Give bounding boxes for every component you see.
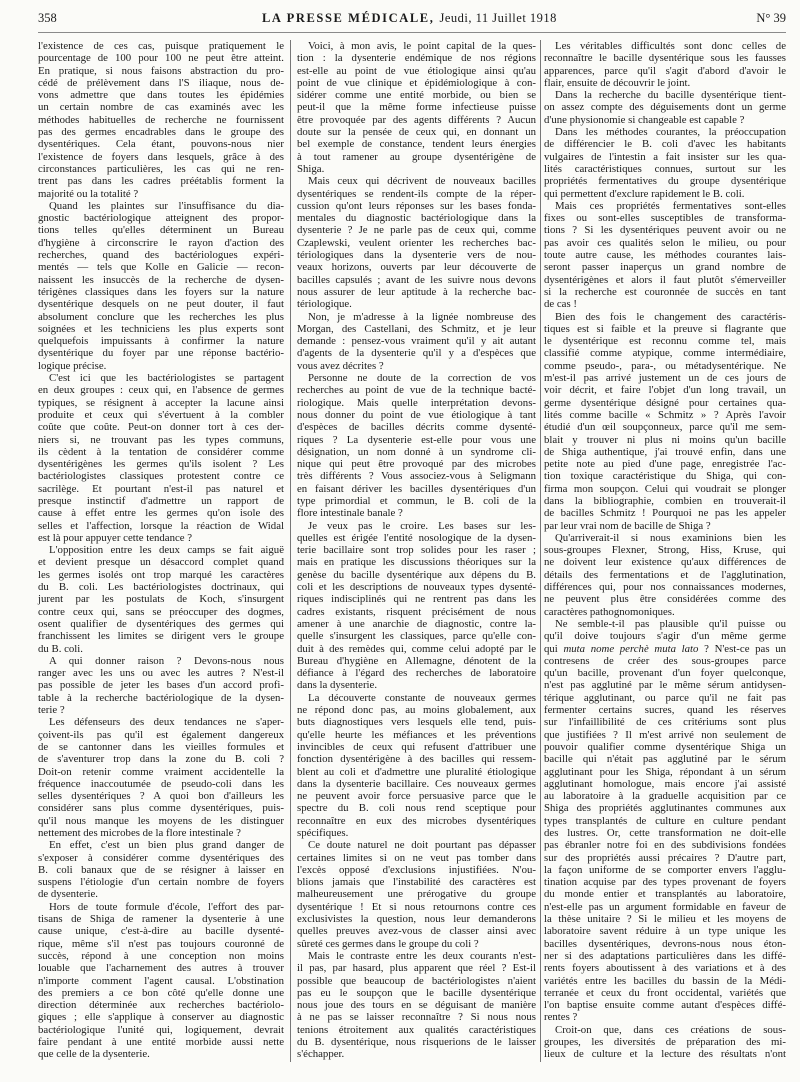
- text-column: [544, 40, 786, 1061]
- text-line: voir décrit, et faire l'objet d'un long travail, un: [544, 384, 786, 397]
- paragraph: [38, 901, 284, 1061]
- text-line: absolument conclure que les recherches les plus: [38, 310, 284, 323]
- text-line: possible que beaucoup de bactériologistes n'aient: [297, 974, 536, 987]
- text-line: terie ?: [38, 704, 65, 717]
- text-line: de cas !: [544, 298, 577, 311]
- text-line: terranée et ceux du front occidental, variétés que: [544, 986, 786, 999]
- text-line: et devient presque un désaccord complet quand: [38, 556, 284, 569]
- text-line: pourcentage de 100 pour 100 ne peut être atteint.: [38, 52, 284, 65]
- text-line: dysenterie ? Je ne parle pas de ceux qui, comme: [297, 224, 536, 237]
- text-line: B. coli banaux que de se résigner à laisser en: [38, 863, 284, 876]
- paragraph: [297, 175, 536, 310]
- journal-title: LA PRESSE MÉDICALE,: [262, 11, 435, 25]
- text-line: la façon uniforme de se comporter envers l'agglu-: [544, 863, 786, 876]
- text-line: mentés — tels que Kolle en Galicie — recon-: [38, 261, 284, 274]
- text-line: veaux horizons, ouverts par leur découverte de: [297, 261, 536, 274]
- text-line: de dysenterie.: [38, 888, 98, 901]
- text-line: différences qui, pour nos connaissances modernes,: [544, 581, 786, 594]
- text-line: on assez compte des déguisements dont un germe: [544, 101, 786, 114]
- text-line: rents foyers aboutissent à des variations et à des: [544, 962, 786, 975]
- text-line: tériologique.: [297, 298, 352, 311]
- text-line: du monde entier et transplantés au laboratoire,: [544, 888, 786, 901]
- text-line: giques ; elle s'applique à conserver au diagnostic: [38, 1011, 284, 1024]
- text-line: La découverte constante de nouveaux germes: [308, 691, 536, 704]
- text-line: l'excès opposé d'exclusions injustifiées. N'ou-: [297, 863, 536, 876]
- text-line: cause à effet entre les germes qu'on isole des: [38, 507, 284, 520]
- text-line: çoivent-ils pas qu'il est également dangereux: [38, 728, 284, 741]
- text-line: certaines limites si on ne veut pas tomber dans: [297, 851, 536, 864]
- text-line: de bacilles Schmitz ! Pourquoi ne pas les appeler: [544, 507, 786, 520]
- text-line: malheureusement une prérogative du groupe: [297, 888, 536, 901]
- text-line: dysentérigènes les germes qu'ils isolent ? Les: [38, 458, 284, 471]
- text-line: ner si des adaptations particulières dans les diffé-: [544, 949, 786, 962]
- text-line: caractères pathognomoniques.: [544, 605, 675, 618]
- text-line: spécifiques.: [297, 827, 349, 839]
- text-line: exclusivistes la question, nous leur demanderons: [297, 913, 536, 926]
- text-line: selles et l'affection, lorsque la réaction de Widal: [38, 519, 284, 532]
- text-line: pas eu le soupçon que le bacille dysentérique: [297, 986, 536, 999]
- text-line: cause unique, c'est-à-dire au bacille dysenté-: [38, 925, 284, 938]
- paragraph: [38, 40, 284, 200]
- text-line: tion toxique caractéristique du Shiga, qui con-: [544, 470, 786, 483]
- text-line: considérer sans plus comme dysentériques, puis-: [38, 802, 284, 815]
- text-line: coûte que coûte. Peut-on donner tort à ces der-: [38, 421, 284, 434]
- header-rule: [38, 32, 786, 33]
- text-line: types transplantés de culture en culture pendant: [544, 814, 786, 827]
- text-line: type primordial et commun, le B. coli de la: [297, 494, 536, 507]
- text-line: défiance à l'égard des recherches de laboratoire: [297, 667, 536, 680]
- text-line: qu'elle heurte les méfiances et les préventions: [297, 728, 536, 741]
- text-line: invincibles de ceux qui refusent d'attribuer une: [297, 740, 536, 753]
- text-line: bactériologique l'unité qui, logiquement, devrait: [38, 1023, 284, 1036]
- text-segment: qui: [544, 642, 564, 655]
- text-line: pas des germes encadrables dans le groupe des: [38, 126, 284, 139]
- paragraph: [38, 200, 284, 372]
- text-line: agglutinant homologue, mais encore j'ai assisté: [544, 777, 786, 790]
- text-line: cadres existants, risquent précisément de nous: [297, 605, 536, 618]
- text-line: d'agents de la dysenterie qu'il y a d'espèces que: [297, 347, 536, 360]
- text-line: germe dysentérique désigné pour certaines qua-: [544, 396, 786, 409]
- text-line: quelles preuves avez-vous de classer ainsi avec: [297, 925, 536, 938]
- text-line: désignation, un nom donné à un syndrome cli-: [297, 445, 536, 458]
- text-line: nous donner du point de vue étiologique à tant: [297, 408, 536, 421]
- text-segment: ? N'est-ce pas un: [698, 642, 786, 655]
- text-line: nique qui peut être provoqué par des microbes: [297, 458, 536, 471]
- text-line: n'est pas agglutiné par le même sérum antidysen-: [544, 679, 786, 692]
- text-line: détails des fermentations et de l'agglutination,: [544, 568, 786, 581]
- text-line: recherches au point de vue de la technique bacté-: [297, 384, 536, 397]
- text-line: riologique. Mais quelle interprétation devons-: [297, 396, 536, 409]
- text-line: s'exposer à considérer comme dysentériques des: [38, 851, 284, 864]
- text-line: A qui donner raison ? Devons-nous nous: [49, 654, 284, 667]
- text-line: fréquence inaccoutumée de pseudo-coli dans les: [38, 777, 284, 790]
- text-line: l'existence de ces cas, puisque pratiquement le: [38, 40, 284, 52]
- text-line: tion : la dysenterie endémique de nos régions: [297, 52, 536, 65]
- text-line: majorité ou la totalité ?: [38, 187, 139, 200]
- text-line: osent qualifier de dysentériques des germes qui: [38, 617, 284, 630]
- text-line: [544, 643, 786, 655]
- text-line: très différents ? Vous associez-vous à Seligmann: [297, 470, 536, 483]
- text-line: mais en pratique les discussions théoriques sur la: [297, 556, 536, 569]
- text-line: de Shiga authentique, j'ai trouvé enfin, dans une: [544, 445, 786, 458]
- text-line: pouvoir qualifier comme dysentérique Shiga un: [544, 740, 786, 753]
- text-line: la thèse unitaire ? Si le milieu et les moyens de: [544, 913, 786, 926]
- text-line: seront passer inaperçus un grand nombre de: [544, 261, 786, 274]
- text-line: dans la bibliographie, combien en trouverait-il: [544, 494, 786, 507]
- text-line: logique précise.: [38, 359, 107, 372]
- text-line: méthodes habituelles de recherche ne fournissent: [38, 113, 284, 126]
- text-line: Croit-on que, dans ces créations de sous-: [555, 1023, 786, 1036]
- text-line: fixes ou sont-elles susceptibles de transforma-: [544, 212, 786, 225]
- paragraph: [544, 532, 786, 618]
- text-line: Shiga des propriétés agglutinantes communes aux: [544, 802, 786, 815]
- text-line: fermenter certains sucres, quand les réserves: [544, 704, 786, 717]
- text-line: faire pendant à une entité morbide aussi nette: [38, 1036, 284, 1049]
- text-line: firma mon soupçon. Celui qui voudrait se plonger: [544, 482, 786, 495]
- text-line: nettement des microbes de la flore intestinale ?: [38, 827, 241, 839]
- text-line: être provoquée par des agents différents ? Aucun: [297, 113, 536, 126]
- text-line: rentes ?: [544, 1011, 578, 1024]
- text-line: coli et les descriptions de nouveaux types dysenté-: [297, 581, 536, 594]
- text-line: si la recherche est couronnée de succès en tant: [544, 285, 786, 298]
- text-line: dans la dysenterie.: [297, 679, 378, 692]
- text-line: Personne ne doute de la correction de vos: [308, 372, 536, 385]
- text-line: pas avoir ces qualités selon le milieu, ou pour: [544, 236, 786, 249]
- text-line: en faisant dériver les bacilles dysentériques d'un: [297, 482, 536, 495]
- text-line: peut-il que la même forme infectieuse puisse: [297, 101, 536, 114]
- text-line: dysentérique ! Et si nous retournons contre ces: [297, 900, 536, 913]
- paragraph: [544, 200, 786, 311]
- text-line: térique agglutinant, ou parce qu'il ne fait pas: [544, 691, 786, 704]
- text-column: [297, 40, 536, 1061]
- text-line: tériologiques dans la dysenterie vers de nou-: [297, 249, 536, 262]
- text-line: l'existence de foyers dans lesquels, grâce à des: [38, 150, 284, 163]
- text-line: gnostic bactériologique atteignent des propor-: [38, 212, 284, 225]
- text-line: jurent par les postulats de Koch, s'insurgent: [38, 593, 284, 606]
- text-line: blait y trouver ni plus ni moins qu'un bacille: [544, 433, 786, 446]
- text-line: Les défenseurs des deux tendances ne s'aper-: [49, 716, 284, 729]
- text-line: comme pseudo-, para-, ou métadysentérique. Ne: [544, 359, 786, 372]
- text-line: spectre du B. coli nous rend sceptique pour: [297, 802, 536, 815]
- paragraph: [297, 950, 536, 1061]
- text-line: Doit-on retenir comme vraiment accidentelle la: [38, 765, 284, 778]
- text-line: du B. coli.: [38, 642, 83, 655]
- text-line: à ne pas se laisser reconnaître ? Si nous nous: [297, 1011, 536, 1024]
- text-line: reconnaître en eux des microbes dysentériques: [297, 814, 536, 827]
- text-line: flore intestinale banale ?: [297, 507, 403, 520]
- text-line: circonstances particulières, les cas qui ne ren-: [38, 162, 284, 175]
- text-line: l'on baptise ensuite comme autant d'espèces diffé-: [544, 999, 786, 1012]
- text-line: bacilles dysentériques, devrons-nous nous éton-: [544, 937, 786, 950]
- text-line: Mais le contraste entre les deux courants n'est-: [308, 949, 536, 962]
- text-line: cédé de prélèvement dans l'S iliaque, nous de-: [38, 76, 284, 89]
- text-line: Mais ces propriétés fermentatives sont-elles: [555, 199, 786, 212]
- text-line: toute autre cause, les méthodes courantes lais-: [544, 249, 786, 262]
- paragraph: [544, 618, 786, 1024]
- text-line: petite note au pied d'une page, enregistrée l'ac-: [544, 458, 786, 471]
- text-line: lités caractéristiques connues, surtout sur les: [544, 162, 786, 175]
- text-line: quelle s'insurgent les classiques, parce qu'elle con-: [297, 630, 536, 643]
- text-line: doute sur la pensée de ceux qui, en donnant un: [297, 126, 536, 139]
- text-line: nous assurer de leur aptitude à la recherche bac-: [297, 285, 536, 298]
- text-line: demande : pensez-vous vraiment qu'il y ait autant: [297, 335, 536, 348]
- text-line: ne peuvent plus être considérées comme des: [544, 593, 786, 606]
- text-line: étudié d'un œil soupçonneux, parce qu'il me sem-: [544, 421, 786, 434]
- text-line: Ce doute naturel ne doit pourtant pas dépasser: [308, 839, 536, 852]
- text-line: reconnaître le bacille dysentérique sous les fausses: [544, 52, 786, 65]
- text-line: de différencier le B. coli d'avec les habitants: [544, 138, 786, 151]
- text-line: Bureau d'hygiène en Allemagne, dénotent de la: [297, 654, 536, 667]
- text-line: les germes isolés ont trop marqué les caractères: [38, 568, 284, 581]
- text-line: sur des propriétés aussi précaires ? D'autre part,: [544, 851, 786, 864]
- text-line: tination acquise par des types provenant de foyers: [544, 876, 786, 889]
- text-line: par leur vrai nom de bacille de Shiga ?: [544, 519, 711, 532]
- paragraph: [297, 372, 536, 520]
- text-line: vulgaires de l'intestin a fait insister sur les qua-: [544, 150, 786, 163]
- text-line: des premiers a ce bon côté qu'elle donne une: [38, 986, 284, 999]
- text-line: ne peuvent avoir force persuasive parce que le: [297, 790, 536, 803]
- text-line: bel exemple de constance, tendent leurs énergies: [297, 138, 536, 151]
- text-line: agglutinant pour les Shiga, répondant à un sérum: [544, 765, 786, 778]
- paragraph: [297, 40, 536, 175]
- text-line: point de vue clinique et épidémiologique à con-: [297, 76, 536, 89]
- text-line: Non, je m'adresse à la lignée nombreuse des: [308, 310, 536, 323]
- text-column: [38, 40, 284, 1061]
- text-line: bacilles capsulés ; avant de les suivre nous devons: [297, 273, 536, 286]
- text-line: suspens l'étiologie d'un certain nombre de foyers: [38, 876, 284, 889]
- text-line: blent au coli et d'admettre une pluralité étiologique: [297, 765, 536, 778]
- text-line: selles dysentériques ? A quoi bon d'ailleurs les: [38, 790, 284, 803]
- text-line: d'une physionomie si changeable est capable ?: [544, 113, 745, 126]
- text-line: Quand les plaintes sur l'insuffisance du dia-: [49, 199, 284, 212]
- text-line: ranger avec les uns ou avec les autres ? N'est-il: [38, 667, 284, 680]
- text-line: laboratoire savent réduire à un type unique les: [544, 925, 786, 938]
- paragraph: [544, 126, 786, 200]
- text-line: n'est-elle pas un argument formidable en faveur de: [544, 900, 786, 913]
- text-line: presque instinctif d'admettre un rapport de: [38, 494, 284, 507]
- text-line: direction déterminée aux recherches bactériolo-: [38, 999, 284, 1012]
- text-line: trent pas dans les cadres préétablis forment la: [38, 175, 284, 188]
- text-line: succès, répond à une conception non moins: [38, 949, 284, 962]
- text-line: Dans la recherche du bacille dysentérique tient-: [555, 89, 786, 102]
- text-line: de se cantonner dans les vieilles formules et: [38, 740, 284, 753]
- text-line: classifié comme atypique, comme intermédiaire,: [544, 347, 786, 360]
- text-line: tiques est si faible et la preuve si flagrante que: [544, 322, 786, 335]
- text-line: à tout ramener au groupe dysentérigène de: [297, 150, 536, 163]
- text-line: Ne semble-t-il pas plausible qu'il puisse ou: [555, 617, 786, 630]
- text-line: produite et ceux qui s'évertuent à la combler: [38, 408, 284, 421]
- paragraph: [297, 692, 536, 840]
- text-line: dysentérique desquels on ne peut douter, il faut: [38, 298, 284, 311]
- text-line: genèse du bacille dysentérique aux dépens du B.: [297, 568, 536, 581]
- text-line: m'est-il pas arrivé justement un de ces jours de: [544, 372, 786, 385]
- text-line: sacrilège. Et pourtant n'est-il pas naturel et: [38, 482, 284, 495]
- text-line: dysentérique du foyer par une réponse bactério-: [38, 347, 284, 360]
- text-line: propriétés fermentatives du groupe dysentérique: [544, 175, 786, 188]
- text-line: ne répond donc pas, au moins globalement, aux: [297, 704, 536, 717]
- text-line: franchissent les limites se dirigent vers le groupe: [38, 630, 284, 643]
- text-line: table à la recherche bactériologique de la dysen-: [38, 691, 284, 704]
- text-line: quelquefois impuissants à confirmer la nature: [38, 335, 284, 348]
- text-line: il pas, par hasard, plus apparent que réel ? Est-il: [297, 962, 536, 975]
- text-line: en deux groupes : ceux qui, en l'absence de germes: [38, 384, 284, 397]
- text-line: ne doivent leur existence qu'aux différences de: [544, 556, 786, 569]
- text-line: niers si, ne trouvant pas les types communs,: [38, 433, 284, 446]
- text-line: Voici, à mon avis, le point capital de la ques-: [308, 40, 536, 52]
- text-line: blions jamais que l'instabilité des caractères est: [297, 876, 536, 889]
- text-line: C'est ici que les bactériologistes se partagent: [49, 372, 284, 385]
- paragraph: [544, 89, 786, 126]
- text-line: L'opposition entre les deux camps se fait aiguë: [49, 544, 284, 557]
- text-line: que celle de la dysenterie.: [38, 1048, 150, 1061]
- text-line: Mais ceux qui décrivent de nouveaux bacilles: [308, 175, 536, 188]
- text-line: que justifiées ? Il m'est arrivé non seulement de: [544, 728, 786, 741]
- text-line: est là pour appuyer cette tendance ?: [38, 531, 193, 544]
- masthead: [262, 10, 557, 26]
- text-line: lieux de culture et la lecture des résultats n'ont: [544, 1048, 786, 1061]
- text-line: mentales du diagnostic bactériologique dans la: [297, 212, 536, 225]
- text-line: recherches, quand des bactériologues expéri-: [38, 249, 284, 262]
- paragraph: [38, 716, 284, 839]
- issue-date: Jeudi, 11 Juillet 1918: [439, 11, 557, 25]
- text-line: n'importe comment l'agent causal. L'obstination: [38, 974, 284, 987]
- text-line: d'espèces de bacilles décrits comme dysenté-: [297, 421, 536, 434]
- text-line: des lustres. Or, cette transformation ne doit-elle: [544, 827, 786, 839]
- text-line: au laboratoire à la graduelle acquisition par ce: [544, 790, 786, 803]
- text-line: duit à des remèdes qui, comme celui adopté par le: [297, 642, 536, 655]
- paragraph: [38, 372, 284, 544]
- text-line: Qu'arriverait-il si nous examinions bien les: [555, 531, 786, 544]
- text-line: riques ? La dysenterie est-elle pour vous une: [297, 433, 536, 446]
- text-line: du B. coli. Les bactériologistes doctrinaux, qui: [38, 581, 284, 594]
- text-line: sidérer comme une entité morbide, ou bien se: [297, 89, 536, 102]
- text-line: d'hygiène à circonscrire le rayon d'action des: [38, 236, 284, 249]
- text-line: contresens de créer des sous-groupes parce: [544, 654, 786, 667]
- text-line: En pratique, si nous faisons abstraction du pro-: [38, 64, 284, 77]
- text-line: flair, ensuite de découvrir le joint.: [544, 76, 691, 89]
- text-line: du B. dysentérique, nous risquerions de le laisser: [297, 1036, 536, 1049]
- text-line: naissent les insuccès de la recherche de dysen-: [38, 273, 284, 286]
- text-line: bactériologistes classiques protestent contre ce: [38, 470, 284, 483]
- text-line: contre ceux qui, sans se préoccuper des dogmes,: [38, 605, 284, 618]
- text-line: qu'un bacille, provenant d'un foyer quelconque,: [544, 667, 786, 680]
- italic-text: muta nome perchè muta lato: [563, 642, 699, 655]
- text-line: variétés entre les bacilles du bassin de la Médi-: [544, 974, 786, 987]
- text-line: dysentériques se rendent-ils compte de la réper-: [297, 187, 536, 200]
- text-line: Hors de toute formule d'école, l'effort des par-: [49, 900, 284, 913]
- page-number: 358: [38, 11, 57, 25]
- paragraph: [297, 520, 536, 692]
- text-line: lités comme bacille « Schmitz » ? Après l'avoir: [544, 408, 786, 421]
- text-line: buts diagnostiques vers lesquels elle tend, puis-: [297, 716, 536, 729]
- text-line: le dysentérique est reconnu comme tel, mais: [544, 335, 786, 348]
- text-line: bacille qui n'était pas agglutiné par le sérum: [544, 753, 786, 766]
- text-line: tenions étroitement aux qualités caractéristiques: [297, 1023, 536, 1036]
- text-line: dans la dysenterie bacillaire. Ces nouveaux germes: [297, 777, 536, 790]
- text-line: Czaplewski, veulent orienter les recherches bac-: [297, 236, 536, 249]
- text-line: louable que l'acharnement des autres à trouver: [38, 962, 284, 975]
- text-line: sous-groupes Flexner, Strong, Hiss, Kruse, qui: [544, 544, 786, 557]
- text-line: dysentériques. Cela étant, pouvons-nous nier: [38, 138, 284, 151]
- paragraph: [38, 839, 284, 900]
- text-line: quelles est érigée l'entité nosologique de la dysen-: [297, 531, 536, 544]
- text-line: pas ébranler notre foi en des subdivisions fondées: [544, 839, 786, 852]
- paragraph: [38, 655, 284, 716]
- text-line: Les véritables difficultés sont donc celles de: [555, 40, 786, 52]
- text-line: vons admettre que dans toutes les épidémies: [38, 89, 284, 102]
- column-divider: [540, 40, 541, 1062]
- text-line: qui permettent d'exclure rapidement le B. coli.: [544, 187, 745, 200]
- paragraph: [297, 839, 536, 950]
- text-line: apparences, parce qu'il s'agit d'abord d'avoir le: [544, 64, 786, 77]
- text-line: tisans de Shiga de ramener la dysenterie à une: [38, 913, 284, 926]
- text-line: s'échapper.: [297, 1048, 345, 1061]
- paragraph: [544, 40, 786, 89]
- text-line: rique, même s'il n'est pas toujours couronné de: [38, 937, 284, 950]
- text-line: Morgan, des Castellani, des Schmitz, et je leur: [297, 322, 536, 335]
- text-line: cussion qu'ont leurs réponses sur les bases fonda-: [297, 199, 536, 212]
- text-line: Dans les méthodes courantes, la préoccupation: [555, 126, 786, 139]
- text-line: Bien des fois le changement des caractéris-: [555, 310, 786, 323]
- text-line: nous joue des tours en se déguisant de manière: [297, 999, 536, 1012]
- text-line: Shiga.: [297, 162, 325, 175]
- text-line: sur l'infaillibilité de ces critériums sont plus: [544, 716, 786, 729]
- text-line: vous avez décrites ?: [297, 359, 384, 372]
- text-line: qu'il nous manque les moyens de les distinguer: [38, 814, 284, 827]
- paragraph: [544, 311, 786, 532]
- text-line: typiques, se résignent à accepter la lacune ainsi: [38, 396, 284, 409]
- issue-number: N° 39: [756, 11, 786, 25]
- text-line: terie bacillaire sont trop solides pour les raser ;: [297, 544, 536, 557]
- text-line: térigènes classiques dans les foyers sur la nature: [38, 285, 284, 298]
- column-divider: [290, 40, 291, 1062]
- text-line: amener à une anarchie de diagnostic, contre la-: [297, 617, 536, 630]
- text-line: qu'il doive toujours s'agir d'un même germe: [544, 630, 786, 643]
- text-line: de s'aventurer trop dans la zone du B. coli ?: [38, 753, 284, 766]
- text-line: riques indisciplinés qui ne rentrent pas dans les: [297, 593, 536, 606]
- text-line: est-elle au point de vue étiologique ainsi qu'au: [297, 64, 536, 77]
- text-line: dysentérigènes et alors il faut plutôt s'émerveiller: [544, 273, 786, 286]
- text-line: un certain nombre de cas examinés avec les: [38, 101, 284, 114]
- text-line: groupes, les diversités de préparation des mi-: [544, 1036, 786, 1049]
- text-line: tions telles qu'elles déterminent un Bureau: [38, 224, 284, 237]
- paragraph: [38, 544, 284, 655]
- text-line: ils cèdent à la tentation de considérer comme: [38, 445, 284, 458]
- text-line: pas possible de jeter les bases d'un accord profi-: [38, 679, 284, 692]
- paragraph: [544, 1024, 786, 1061]
- text-line: soignées et les techniciens les plus experts sont: [38, 322, 284, 335]
- text-line: fonction dysentérigène à des bacilles qui ressem-: [297, 753, 536, 766]
- text-line: sûreté ces germes dans le groupe du coli ?: [297, 937, 479, 950]
- text-line: tions ? Si les dysentériques peuvent avoir ou ne: [544, 224, 786, 237]
- paragraph: [297, 311, 536, 372]
- text-line: En effet, c'est un bien plus grand danger de: [49, 839, 284, 852]
- text-line: Je veux pas le croire. Les bases sur les-: [308, 519, 536, 532]
